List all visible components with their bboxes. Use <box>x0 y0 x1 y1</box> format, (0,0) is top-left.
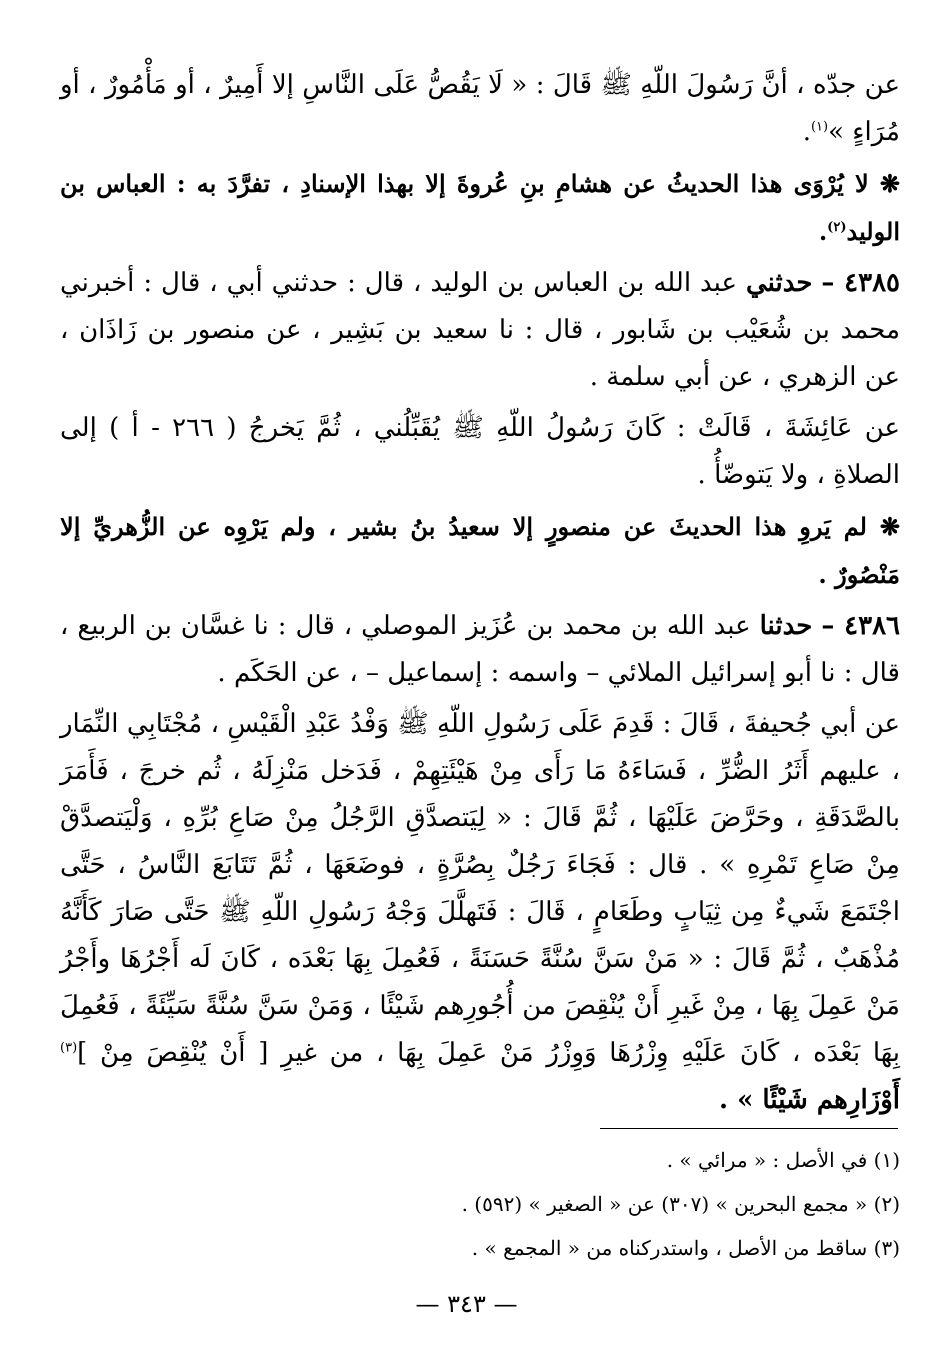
paragraph-1: عن جدّه ، أنَّ رَسُولَ اللّهِ ﷺ قَالَ : « لَا يَقُصُّ عَلَى النَّاسِ إلا أَمِيرٌ ، أو مَأْمُورٌ ، أو مُرَاءٍ »$^{(١)}$. <box>60 70 900 147</box>
narration-keyword: حدثنا <box>759 611 813 641</box>
hadith-4386-matn <box>60 701 900 1124</box>
isnad-text: عبد الله بن العباس بن الوليد ، قال : حدثني أبي ، قال : أخبرني محمد بن شُعَيْب بن شَابور ، قال : نا سعيد بن بَشِير ، عن منصور بن زَاذَان ، عن الزهري ، عن أبي سلمة . <box>60 268 900 392</box>
hadith-4385-isnad <box>60 260 900 401</box>
footnote-separator <box>600 1128 898 1129</box>
matn-text: عن أبي جُحيفةَ ، قَالَ : قَدِمَ عَلَى رَسُولِ اللّهِ ﷺ وَفْدُ عَبْدِ الْقَيْسِ ، مُجْتَابِي النِّمَار ، عليهم أَثَرُ الضُّرِّ ، فَسَاءَهُ مَا رَأَى مِنْ هَيْئَتِهِمْ ، فَدَخل مَنْزِلَهُ ، ثُم خرجَ ، فَأَمَرَ بالصَّدَقَةِ ، وحَرَّضَ عَلَيْهَا ، ثُمَّ قَالَ : « لِيَتصدَّقِ الرَّجُلُ مِنْ صَاعِ بُرِّهِ ، وَلْيَتصدَّقْ مِنْ صَاعِ تَمْرِهِ » . قال : فَجَاءَ رَجُلٌ بِصُرَّةٍ ، فوضَعَهَا ، ثُمَّ تَتَابَعَ النَّاسُ ، حَتَّى اجْتَمَعَ شَيءٌ مِن ثِيَابٍ وطَعَامٍ ، قَالَ : فَتَهلَّلَ وَجْهُ رَسُولِ اللّهِ ﷺ حَتَّى صَارَ كَأَنَّهُ مُذْهَبٌ ، ثُمَّ قَالَ : « مَنْ سَنَّ سُنَّةً حَسَنَةً ، فَعُمِلَ بِهَا بَعْدَه ، كَانَ لَه أَجْرُهَا وأَجْرُ مَنْ عَمِلَ بِهَا ، مِنْ غَيرِ أَنْ يُنْقِصَ من أُجُورِهم شَيْئًا ، وَمَنْ سَنَّ سُنَّةً سَيِّئَةً ، فَعُمِلَ بِهَا بَعْدَه ، كَانَ عَلَيْهِ وِزْرُهَا وَوِزْرُ مَنْ عَمِلَ بِهَا ، من غيرِ [ أَنْ يُنْقِصَ مِنْ ] <box>60 709 900 1068</box>
hadith-number: ٤٣٨٥ – <box>821 268 901 298</box>
isnad-text: عبد الله بن محمد بن عُزَيز الموصلي ، قال : نا غسَّان بن الربيع ، قال : نا أبو إسرائيل الملائي – واسمه : إسماعيل – ، عن الحَكَم . <box>60 611 900 688</box>
footnote-1: (١) في الأصل : « مرائي » . <box>666 1148 900 1172</box>
narration-keyword: حدثني <box>745 268 813 298</box>
hadith-4386-isnad <box>60 603 900 697</box>
hadith-4385-matn <box>60 405 900 499</box>
commentary-text: ❋ لم يَروِ هذا الحديثَ عن منصورٍ إلا سعيدُ بنُ بشير ، ولم يَرْوِه عن الزُّهريِّ إلا مَنْصُورٌ . <box>60 512 900 589</box>
commentary-2 <box>60 503 900 599</box>
hadith-number: ٤٣٨٦ – <box>821 611 900 641</box>
hadith-text: عن جدّه ، أنَّ رَسُولَ اللّهِ ﷺ قَالَ : « لَا يَقُصُّ عَلَى النَّاسِ إلا أَمِيرٌ ، أو مَأْمُورٌ ، أو مُرَاءٍ » <box>60 70 900 147</box>
footnotes <box>60 1138 900 1270</box>
page-number: — ٣٤٣ — <box>415 1290 518 1318</box>
footnote-ref-3: (٣) <box>60 1040 78 1056</box>
commentary-text: ❋ لا يُرْوَى هذا الحديثُ عن هشامِ بنِ عُروةَ إلا بهذا الإسنادِ ، تفرَّدَ به : العباس بن الوليد <box>60 169 900 246</box>
matn-ending: أَوْزَارِهم شَيْئًا » . <box>719 1085 900 1115</box>
footnote-3: (٣) ساقط من الأصل ، واستدركناه من « المجمع » . <box>471 1236 900 1260</box>
commentary-1: ❋ لا يُرْوَى هذا الحديثُ عن هشامِ بنِ عُروةَ إلا بهذا الإسنادِ ، تفرَّدَ به : العباس بن الوليد$^{(٢)}$. <box>60 169 900 246</box>
footnote-2: (٢) « مجمع البحرين » (٣٠٧) عن « الصغير » (٥٩٢) . <box>461 1192 900 1216</box>
footnote-ref-1: (١) <box>810 119 829 135</box>
main-text <box>60 62 900 1128</box>
footnote-ref-2: (٢) <box>827 220 847 235</box>
matn-text: عن عَائِشَةَ ، قَالَتْ : كَانَ رَسُولُ اللّهِ ﷺ يُقَبِّلُني ، ثُمَّ يَخرجُ ( ٢٦٦ - أ ) إلى الصلاةِ ، ولا يَتوضّأُ . <box>60 413 900 490</box>
